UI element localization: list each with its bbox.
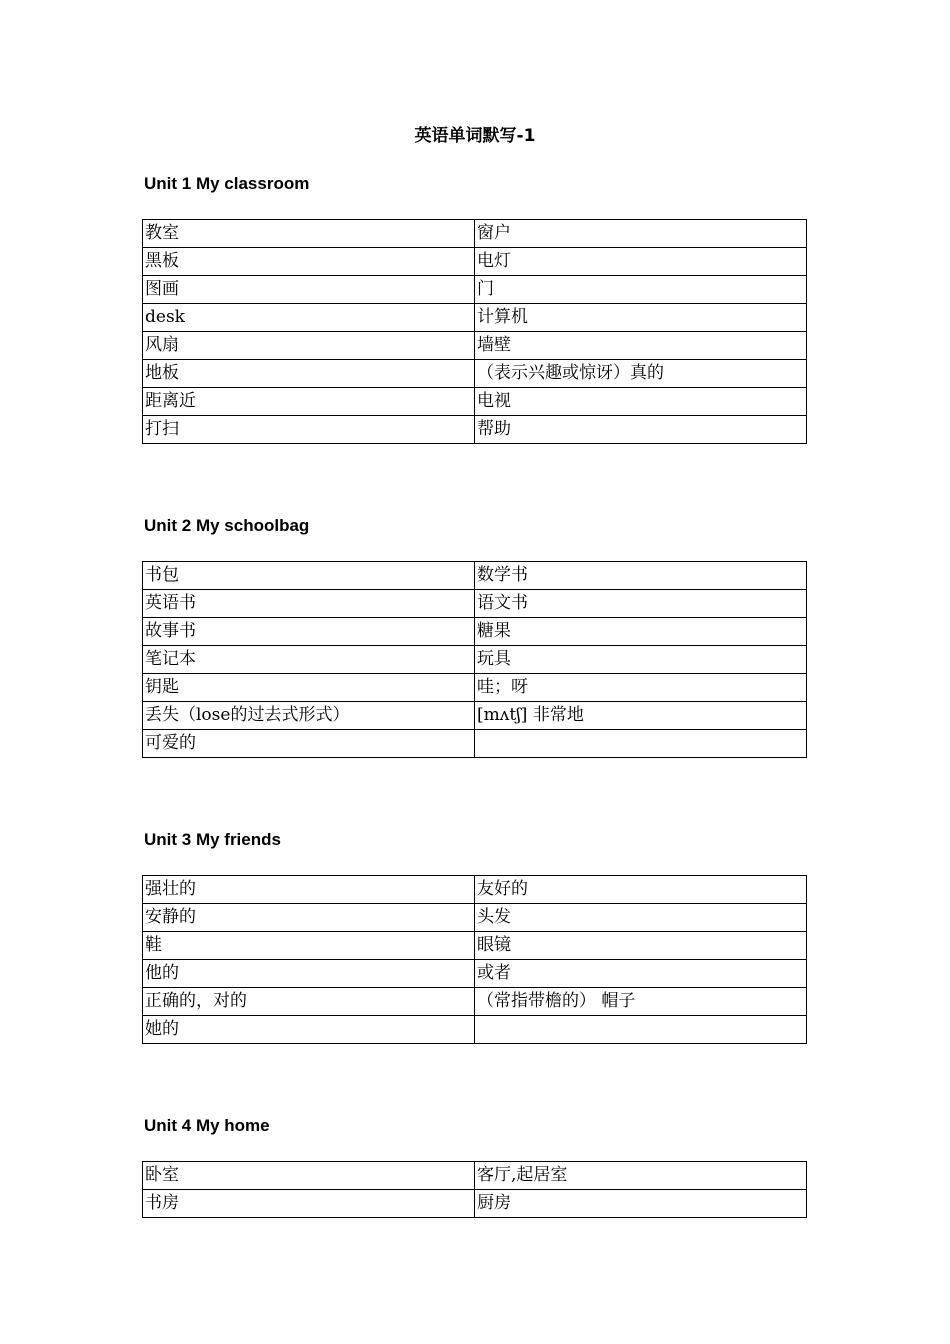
- table-cell: 风扇: [143, 332, 475, 360]
- unit-2-heading: Unit 2 My schoolbag: [144, 516, 310, 535]
- table-cell: 友好的: [475, 876, 807, 904]
- table-cell: 眼镜: [475, 932, 807, 960]
- table-cell: 或者: [475, 960, 807, 988]
- table-cell: 糖果: [475, 618, 807, 646]
- table-row: [143, 562, 807, 590]
- table-cell: 图画: [143, 276, 475, 304]
- table-cell: 电视: [475, 388, 807, 416]
- table-row: [143, 276, 807, 304]
- table-cell: 书包: [143, 562, 475, 590]
- table-cell: （表示兴趣或惊讶）真的: [475, 360, 807, 388]
- table-cell: 厨房: [475, 1190, 807, 1218]
- table-cell: （常指带檐的） 帽子: [475, 988, 807, 1016]
- table-cell: 卧室: [143, 1162, 475, 1190]
- table-cell: [475, 1016, 807, 1044]
- table-cell: 英语书: [143, 590, 475, 618]
- table-cell: desk: [143, 304, 475, 332]
- table-cell: 地板: [143, 360, 475, 388]
- unit-4-heading: Unit 4 My home: [144, 1116, 270, 1135]
- table-cell: 钥匙: [143, 674, 475, 702]
- table-cell: 强壮的: [143, 876, 475, 904]
- table-cell: 计算机: [475, 304, 807, 332]
- unit-4-vocab-table: [142, 1161, 807, 1218]
- table-cell: 安静的: [143, 904, 475, 932]
- document-title: 英语单词默写-1: [414, 126, 536, 146]
- table-cell: [475, 730, 807, 758]
- table-cell: 打扫: [143, 416, 475, 444]
- table-row: [143, 674, 807, 702]
- table-row: [143, 360, 807, 388]
- unit-1-vocab-table: [142, 219, 807, 444]
- unit-3-vocab-table: [142, 875, 807, 1044]
- table-cell: 语文书: [475, 590, 807, 618]
- table-cell: 黑板: [143, 248, 475, 276]
- table-cell: 电灯: [475, 248, 807, 276]
- table-cell: 客厅,起居室: [475, 1162, 807, 1190]
- table-cell: 书房: [143, 1190, 475, 1218]
- table-row: [143, 646, 807, 674]
- table-cell: 教室: [143, 220, 475, 248]
- table-cell: [mʌtʃ] 非常地: [475, 702, 807, 730]
- table-cell: 笔记本: [143, 646, 475, 674]
- table-cell: 玩具: [475, 646, 807, 674]
- table-cell: 丢失（lose的过去式形式）: [143, 702, 475, 730]
- table-cell: 墙壁: [475, 332, 807, 360]
- unit-2-vocab-table: [142, 561, 807, 758]
- table-row: [143, 1162, 807, 1190]
- table-cell: 正确的，对的: [143, 988, 475, 1016]
- table-cell: 可爱的: [143, 730, 475, 758]
- table-row: [143, 304, 807, 332]
- table-row: [143, 618, 807, 646]
- table-cell: 故事书: [143, 618, 475, 646]
- table-row: [143, 590, 807, 618]
- table-cell: 窗户: [475, 220, 807, 248]
- table-row: [143, 960, 807, 988]
- table-row: [143, 332, 807, 360]
- table-cell: 门: [475, 276, 807, 304]
- table-cell: 他的: [143, 960, 475, 988]
- table-row: [143, 932, 807, 960]
- table-cell: 头发: [475, 904, 807, 932]
- table-row: [143, 416, 807, 444]
- table-row: [143, 876, 807, 904]
- table-cell: 她的: [143, 1016, 475, 1044]
- table-row: [143, 220, 807, 248]
- table-row: [143, 904, 807, 932]
- table-cell: 哇；呀: [475, 674, 807, 702]
- table-row: [143, 248, 807, 276]
- table-cell: 距离近: [143, 388, 475, 416]
- table-row: [143, 1190, 807, 1218]
- table-row: [143, 388, 807, 416]
- unit-3-heading: Unit 3 My friends: [144, 830, 281, 849]
- table-cell: 帮助: [475, 416, 807, 444]
- unit-1-heading: Unit 1 My classroom: [144, 174, 310, 193]
- table-row: [143, 702, 807, 730]
- table-cell: 鞋: [143, 932, 475, 960]
- table-row: [143, 1016, 807, 1044]
- table-cell: 数学书: [475, 562, 807, 590]
- table-row: [143, 988, 807, 1016]
- table-row: [143, 730, 807, 758]
